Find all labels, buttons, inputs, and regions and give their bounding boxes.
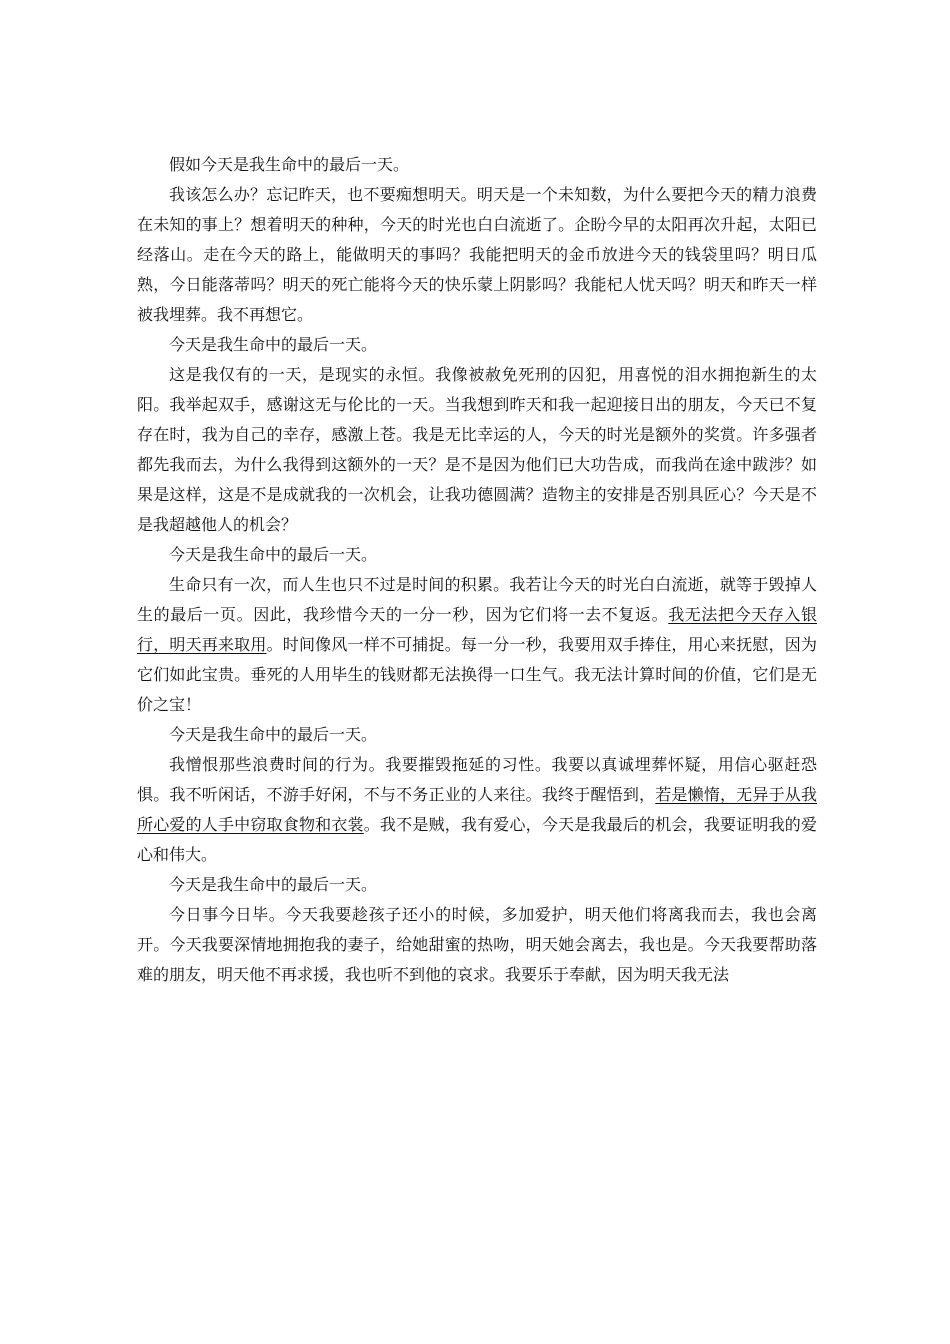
paragraph <box>137 360 817 540</box>
text-segment: 。我不是贼，我有爱心，今天是我最后的机会，我要证明我的爱心和伟大。 <box>137 815 817 864</box>
underlined-text-segment: 我无法把今天存入银行，明天再来取用 <box>137 605 817 654</box>
paragraph <box>137 180 817 330</box>
text-segment: 今天是我生命中的最后一天。 <box>169 875 378 894</box>
paragraph <box>137 150 817 180</box>
paragraph <box>137 570 817 720</box>
text-segment: 今日事今日毕。今天我要趁孩子还小的时候，多加爱护，明天他们将离我而去，我也会离开。今天我要深情地拥抱我的妻子，给她甜蜜的热吻，明天她会离去，我也是。今天我要帮助落难的朋友，明天他不再求援，我也听不到他的哀求。我要乐于奉献，因为明天我无法 <box>137 905 817 984</box>
text-segment: 今天是我生命中的最后一天。 <box>169 545 378 564</box>
document-body <box>137 150 817 990</box>
paragraph <box>137 540 817 570</box>
paragraph <box>137 720 817 750</box>
text-segment: 生命只有一次，而人生也只不过是时间的积累。我若让今天的时光白白流逝，就等于毁掉人生的最后一页。因此，我珍惜今天的一分一秒，因为它们将一去不复返。 <box>137 575 817 624</box>
underlined-text-segment: 若是懒惰，无异于从我所心爱的人手中窃取食物和衣裳 <box>137 785 817 834</box>
paragraph <box>137 750 817 870</box>
text-segment: 今天是我生命中的最后一天。 <box>169 335 378 354</box>
text-segment: 。时间像风一样不可捕捉。每一分一秒，我要用双手捧住，用心来抚慰，因为它们如此宝贵。垂死的人用毕生的钱财都无法换得一口生气。我无法计算时间的价值，它们是无价之宝！ <box>137 635 817 714</box>
paragraph <box>137 870 817 900</box>
text-segment: 今天是我生命中的最后一天。 <box>169 725 378 744</box>
paragraph <box>137 900 817 990</box>
text-segment: 这是我仅有的一天，是现实的永恒。我像被赦免死刑的囚犯，用喜悦的泪水拥抱新生的太阳。我举起双手，感谢这无与伦比的一天。当我想到昨天和我一起迎接日出的朋友，今天已不复存在时，我为自己的幸存，感激上苍。我是无比幸运的人，今天的时光是额外的奖赏。许多强者都先我而去，为什么我得到这额外的一天？是不是因为他们已大功告成，而我尚在途中跋涉？如果是这样，这是不是成就我的一次机会，让我功德圆满？造物主的安排是否别具匠心？今天是不是我超越他人的机会？ <box>137 365 817 534</box>
text-segment: 假如今天是我生命中的最后一天。 <box>169 155 410 174</box>
text-segment: 我憎恨那些浪费时间的行为。我要摧毁拖延的习性。我要以真诚埋葬怀疑，用信心驱赶恐惧。我不听闲话，不游手好闲，不与不务正业的人来往。我终于醒悟到， <box>137 755 817 804</box>
text-segment: 我该怎么办？忘记昨天，也不要痴想明天。明天是一个未知数，为什么要把今天的精力浪费在未知的事上？想着明天的种种，今天的时光也白白流逝了。企盼今早的太阳再次升起，太阳已经落山。走在今天的路上，能做明天的事吗？我能把明天的金币放进今天的钱袋里吗？明日瓜熟，今日能落蒂吗？明天的死亡能将今天的快乐蒙上阴影吗？我能杞人忧天吗？明天和昨天一样被我埋葬。我不再想它。 <box>137 185 817 324</box>
paragraph <box>137 330 817 360</box>
